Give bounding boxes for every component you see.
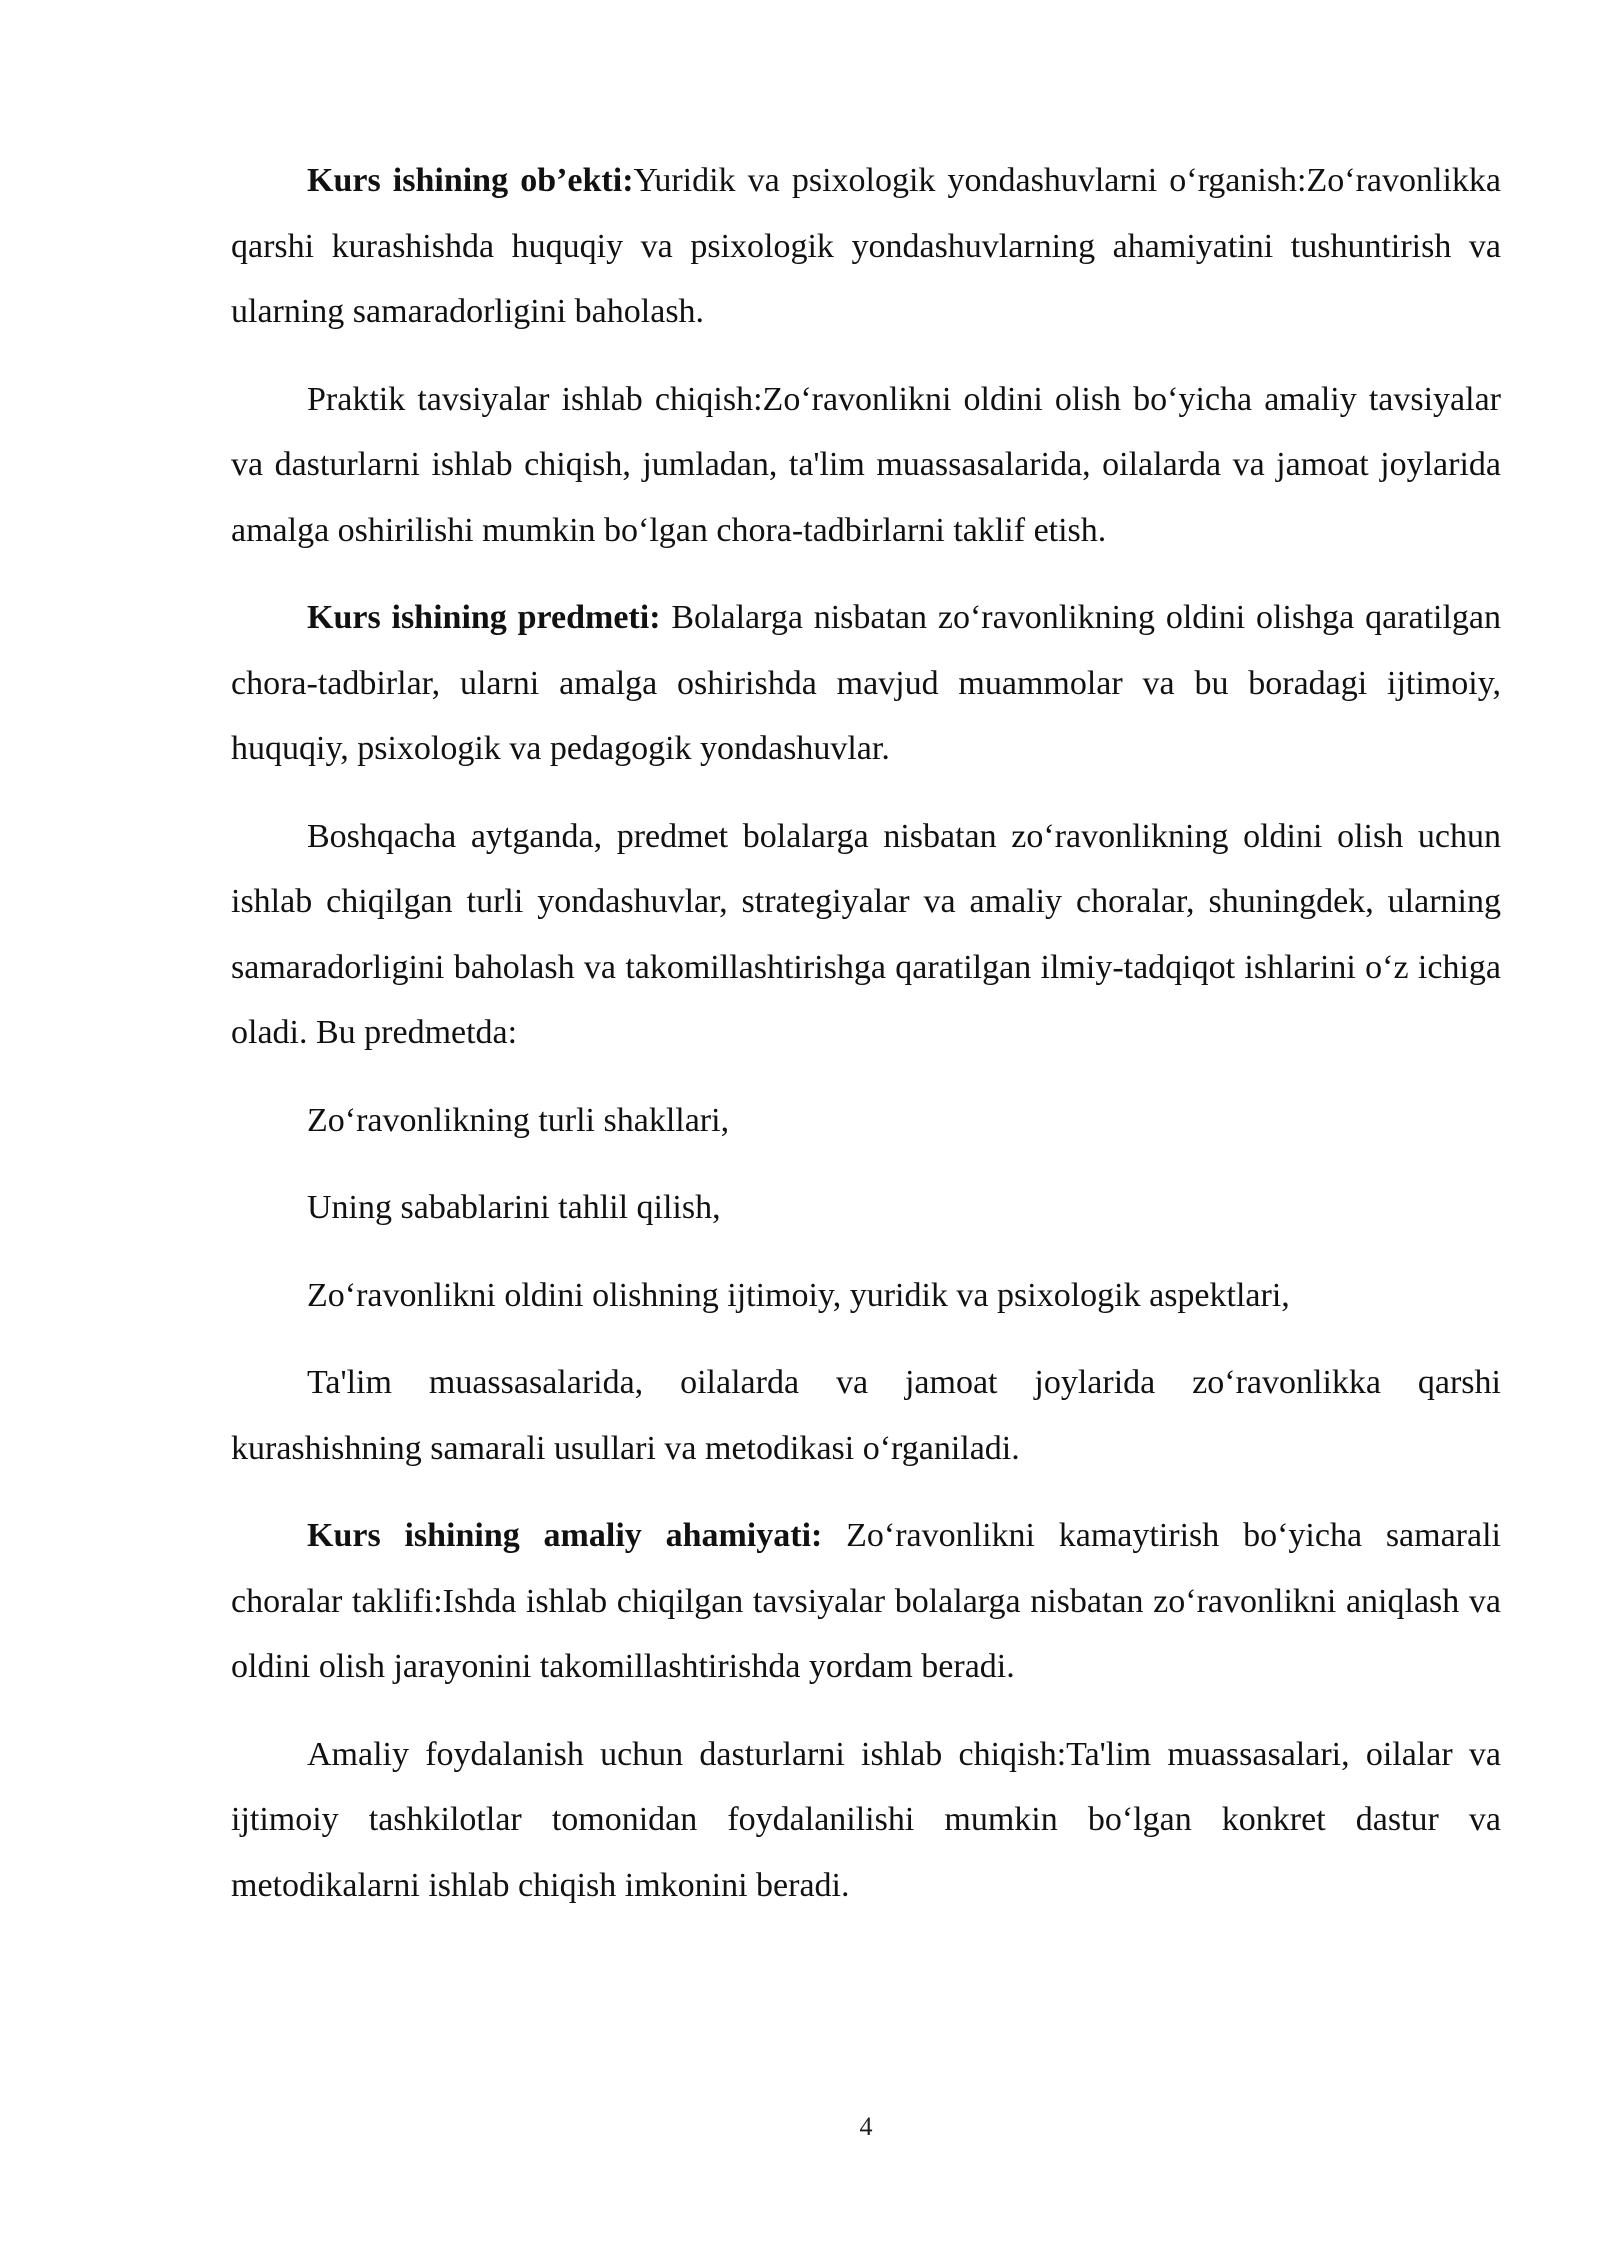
paragraph-lead: Kurs ishining predmeti: [307,599,661,636]
paragraph-text: Zoʻravonlikni kamaytirish boʻyicha samarali choralar taklifi:Ishda ishlab chiqilgan tavsiyalar bolalarga nisbatan zoʻravonlikni aniqlash va oldini olish jarayonini takomillashtirishda yordam beradi. [231,1517,1501,1685]
paragraph-lead: Kurs ishining amaliy ahamiyati: [307,1517,823,1554]
list-item: Uning sabablarini tahlil qilish, [307,1189,721,1226]
paragraph-text: Yuridik va psixologik yondashuvlarni oʻrganish:Zoʻravonlikka qarshi kurashishda huquqiy va psixologik yondashuvlarning ahamiyatini tushuntirish va ularning samaradorligini baholash. [231,162,1501,330]
paragraph-practical-significance [231,1503,1501,1700]
paragraph-lead: Kurs ishining ob’ekti: [307,162,634,199]
document-page [231,148,1501,1940]
paragraph-text: Ta'lim muassasalarida, oilalarda va jamoat joylarida zoʻravonlikka qarshi kurashishning samarali usullari va metodikasi oʻrganiladi. [231,1364,1501,1467]
paragraph-methods [231,1350,1501,1481]
paragraph-subject [231,585,1501,782]
paragraph-text: Boshqacha aytganda, predmet bolalarga nisbatan zoʻravonlikning oldini olish uchun ishlab chiqilgan turli yondashuvlar, strategiyalar va amaliy choralar, shuningdek, ularning samaradorligini baholash va takomillashtirishga qaratilgan ilmiy-tadqiqot ishlarini oʻz ichiga oladi. Bu predmetda: [231,817,1501,1051]
list-item: Zoʻravonlikni oldini olishning ijtimoiy, yuridik va psixologik aspektlari, [307,1276,1290,1314]
paragraph-object [231,148,1501,345]
list-item: Zoʻravonlikning turli shakllari, [307,1101,730,1139]
paragraph-practical-recommendations [231,367,1501,564]
paragraph-subject-detail [231,804,1501,1066]
paragraph-text: Bolalarga nisbatan zoʻravonlikning oldini olishga qaratilgan chora-tadbirlar, ularni amalga oshirishda mavjud muammolar va bu boradagi ijtimoiy, huquqiy, psixologik va pedagogik yondashuvlar. [231,599,1501,767]
paragraph-text: Praktik tavsiyalar ishlab chiqish:Zoʻravonlikni oldini olish boʻyicha amaliy tavsiyalar va dasturlarni ishlab chiqish, jumladan, ta'lim muassasalarida, oilalarda va jamoat joylarida amalga oshirilishi mumkin boʻlgan chora-tadbirlarni taklif etish. [231,380,1501,549]
page-number: 4 [859,2112,873,2141]
paragraph-text: Amaliy foydalanish uchun dasturlarni ishlab chiqish:Ta'lim muassasalari, oilalar va ijtimoiy tashkilotlar tomonidan foydalanilishi mumkin boʻlgan konkret dastur va metodikalarni ishlab chiqish imkonini beradi. [231,1735,1501,1904]
paragraph-program-development [231,1722,1501,1919]
